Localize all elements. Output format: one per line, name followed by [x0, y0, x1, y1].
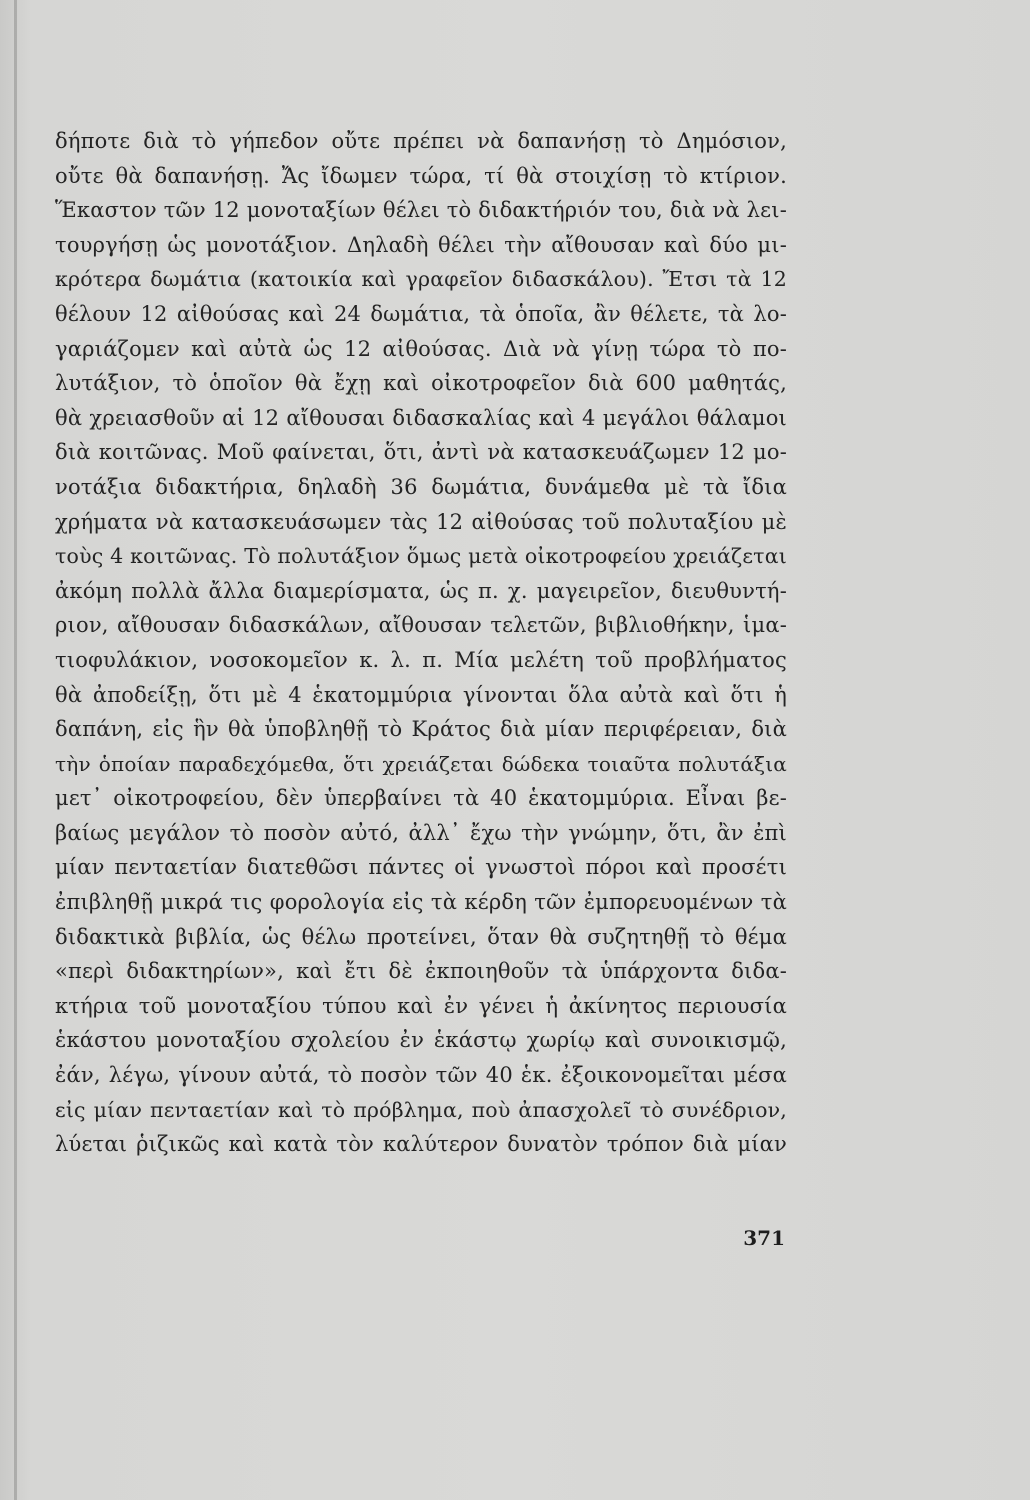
text-line: ριον, αἴθουσαν διδασκάλων, αἴθουσαν τελετῶν, βιβλιοθήκην, ἱμα- — [55, 613, 787, 638]
text-line: ἑκάστου μονοταξίου σχολείου ἐν ἑκάστῳ χωρίῳ καὶ συνοικισμῷ, — [55, 1028, 787, 1053]
text-line: μετ᾽ οἰκοτροφείου, δὲν ὑπερβαίνει τὰ 40 ἑκατομμύρια. Εἶναι βε- — [55, 786, 787, 811]
text-line: Ἕκαστον τῶν 12 μονοταξίων θέλει τὸ διδακτήριόν του, διὰ νὰ λει- — [55, 198, 787, 223]
text-line: δαπάνη, εἰς ἣν θὰ ὑποβληθῇ τὸ Κράτος διὰ μίαν περιφέρειαν, διὰ — [55, 717, 787, 742]
text-line: τουργήσῃ ὡς μονοτάξιον. Δηλαδὴ θέλει τὴν αἴθουσαν καὶ δύο μι- — [55, 232, 787, 257]
text-line: ἐάν, λέγω, γίνουν αὐτά, τὸ ποσὸν τῶν 40 ἑκ. ἐξοικονομεῖται μέσα — [55, 1063, 787, 1088]
text-line: κρότερα δωμάτια (κατοικία καὶ γραφεῖον διδασκάλου). Ἔτσι τὰ 12 — [55, 267, 787, 292]
text-line: δήποτε διὰ τὸ γήπεδον οὔτε πρέπει νὰ δαπανήσῃ τὸ Δημόσιον, — [55, 129, 787, 153]
text-line: διδακτικὰ βιβλία, ὡς θέλω προτείνει, ὅταν θὰ συζητηθῇ τὸ θέμα — [55, 924, 787, 949]
text-line: διὰ κοιτῶνας. Μοῦ φαίνεται, ὅτι, ἀντὶ νὰ κατασκευάζωμεν 12 μο- — [55, 440, 787, 465]
text-line: λύεται ῥιζικῶς καὶ κατὰ τὸν καλύτερον δυνατὸν τρόπον διὰ μίαν — [55, 1132, 787, 1157]
text-line: κτήρια τοῦ μονοταξίου τύπου καὶ ἐν γένει ἡ ἀκίνητος περιουσία — [55, 993, 787, 1018]
text-line: «περὶ διδακτηρίων», καὶ ἔτι δὲ ἐκποιηθοῦν τὰ ὑπάρχοντα διδα- — [55, 959, 787, 984]
text-line: χρήματα νὰ κατασκευάσωμεν τὰς 12 αἰθούσας τοῦ πολυταξίου μὲ — [55, 509, 787, 534]
text-line: γαριάζομεν καὶ αὐτὰ ὡς 12 αἰθούσας. Διὰ νὰ γίνῃ τώρα τὸ πο- — [55, 336, 787, 361]
text-line: τὴν ὁποίαν παραδεχόμεθα, ὅτι χρειάζεται δώδεκα τοιαῦτα πολυτάξια — [55, 751, 787, 776]
text-line: τιοφυλάκιον, νοσοκομεῖον κ. λ. π. Μία μελέτη τοῦ προβλήματος — [55, 647, 787, 672]
text-line: βαίως μεγάλον τὸ ποσὸν αὐτό, ἀλλ᾽ ἔχω τὴν γνώμην, ὅτι, ἂν ἐπὶ — [55, 820, 787, 845]
text-line: νοτάξια διδακτήρια, δηλαδὴ 36 δωμάτια, δυνάμεθα μὲ τὰ ἴδια — [55, 474, 787, 499]
text-line: ἀκόμη πολλὰ ἄλλα διαμερίσματα, ὡς π. χ. μαγειρεῖον, διευθυντή- — [55, 578, 787, 603]
page-number: 371 — [743, 1226, 785, 1250]
body-text — [55, 124, 787, 1162]
text-line: μίαν πενταετίαν διατεθῶσι πάντες οἱ γνωστοὶ πόροι καὶ προσέτι — [55, 855, 787, 880]
text-line: τοὺς 4 κοιτῶνας. Τὸ πολυτάξιον ὅμως μετὰ οἰκοτροφείου χρειάζεται — [55, 544, 787, 569]
text-line: λυτάξιον, τὸ ὁποῖον θὰ ἔχῃ καὶ οἰκοτροφεῖον διὰ 600 μαθητάς, — [55, 371, 787, 396]
text-line: θὰ ἀποδείξῃ, ὅτι μὲ 4 ἑκατομμύρια γίνονται ὅλα αὐτὰ καὶ ὅτι ἡ — [55, 682, 787, 707]
text-line: θέλουν 12 αἰθούσας καὶ 24 δωμάτια, τὰ ὁποῖα, ἂν θέλετε, τὰ λο- — [55, 301, 787, 326]
text-line: εἰς μίαν πενταετίαν καὶ τὸ πρόβλημα, ποὺ ἀπασχολεῖ τὸ συνέδριον, — [55, 1097, 787, 1122]
text-line: οὔτε θὰ δαπανήσῃ. Ἄς ἴδωμεν τώρα, τί θὰ στοιχίσῃ τὸ κτίριον. — [55, 163, 787, 188]
binding-gutter — [14, 0, 17, 1500]
text-line: θὰ χρειασθοῦν αἱ 12 αἴθουσαι διδασκαλίας καὶ 4 μεγάλοι θάλαμοι — [55, 405, 787, 430]
text-line: ἐπιβληθῇ μικρά τις φορολογία εἰς τὰ κέρδη τῶν ἐμπορευομένων τὰ — [55, 890, 787, 915]
